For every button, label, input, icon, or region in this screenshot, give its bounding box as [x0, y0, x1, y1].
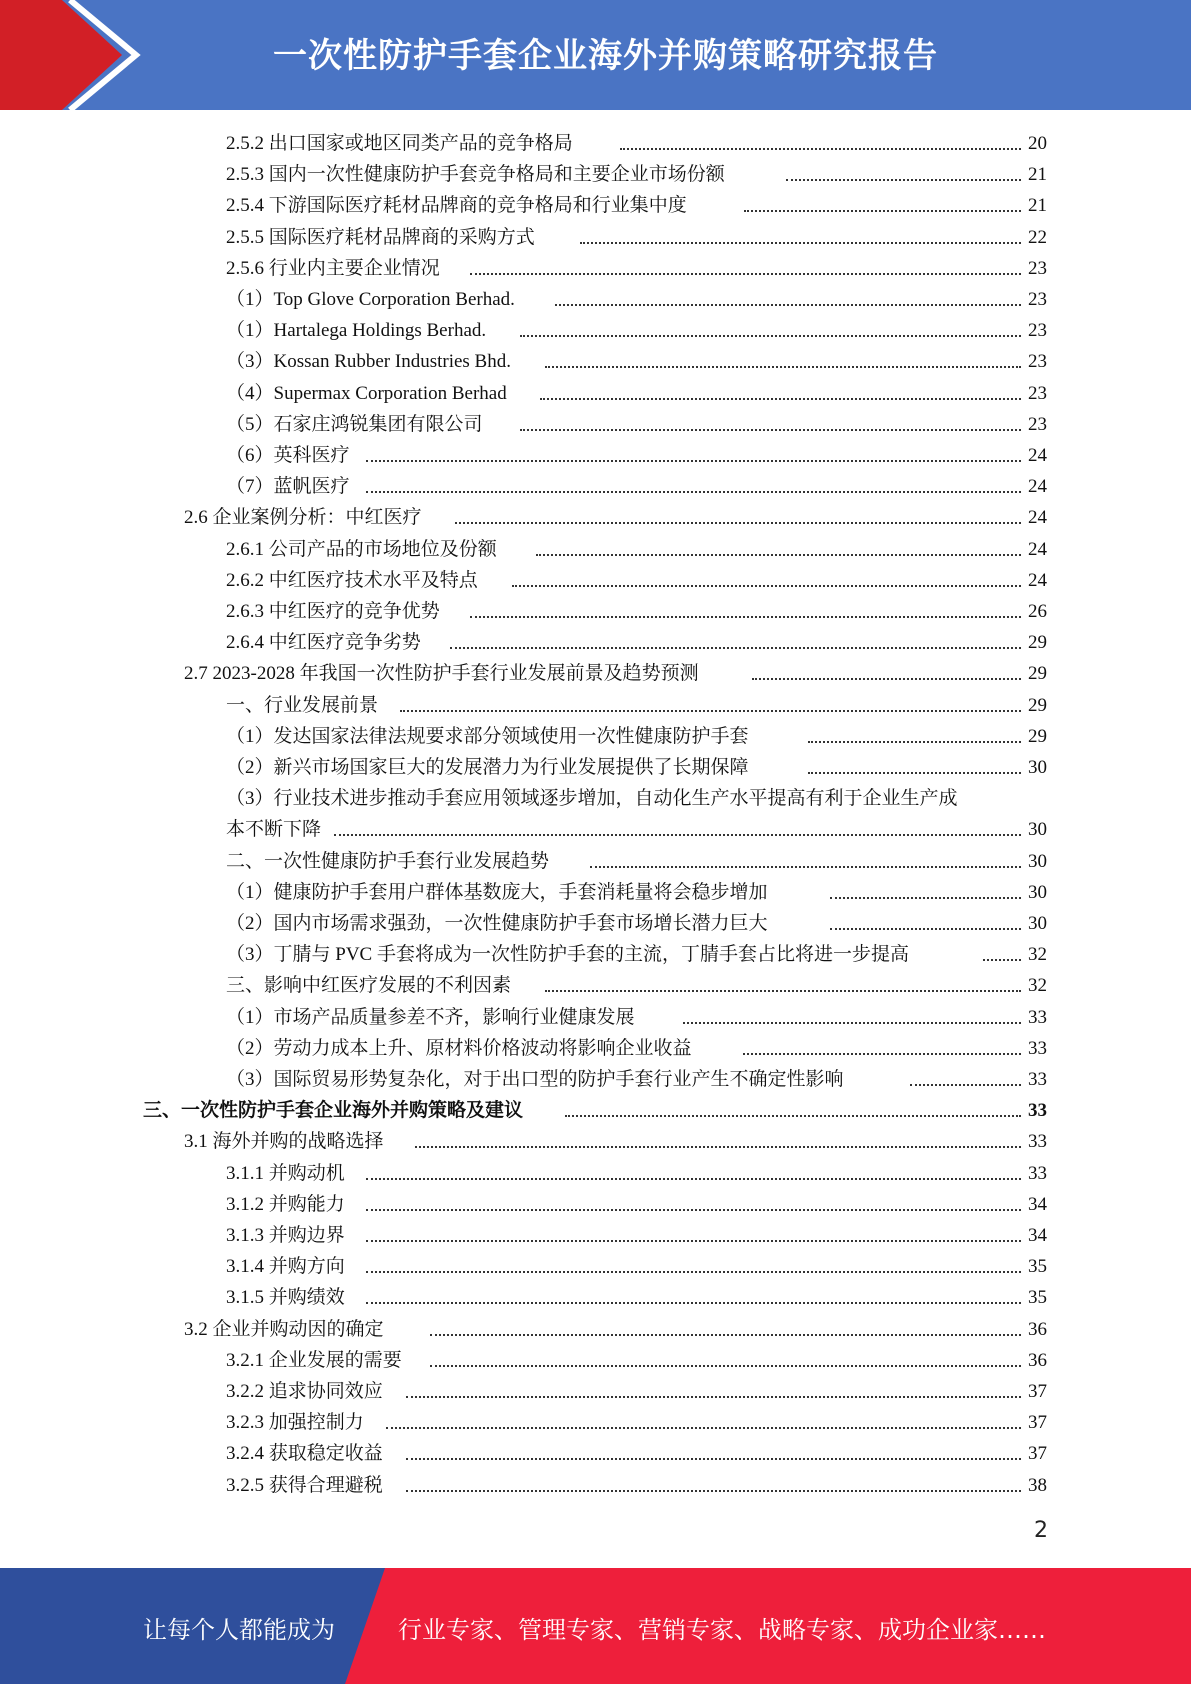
toc-entry-page: 33 [1028, 1162, 1047, 1184]
toc-entry-page: 37 [1028, 1381, 1047, 1402]
toc-entry-page: 21 [1028, 195, 1047, 217]
leader-dots [386, 1427, 1021, 1429]
toc-entry[interactable] [143, 1095, 1047, 1126]
toc-entry[interactable] [226, 846, 1047, 877]
toc-entry-title: （1）发达国家法律法规要求部分领域使用一次性健康防护手套 [226, 721, 753, 752]
leader-dots [450, 647, 1021, 649]
toc-entry-title: 一、行业发展前景 [226, 690, 382, 721]
leader-dots [334, 834, 1021, 836]
toc-entry-page: 24 [1028, 507, 1047, 529]
leader-dots [430, 1334, 1021, 1336]
leader-dots [983, 959, 1021, 961]
toc-entry[interactable] [226, 783, 1047, 814]
toc-entry-title: 2.6.1 公司产品的市场地位及份额 [226, 534, 501, 565]
leader-dots [406, 1458, 1021, 1460]
toc-entry[interactable] [226, 1376, 1047, 1407]
toc-entry[interactable] [226, 877, 1047, 908]
toc-entry[interactable] [226, 1282, 1047, 1313]
toc-entry-title: 2.7 2023-2028 年我国一次性防护手套行业发展前景及趋势预测 [184, 658, 703, 689]
leader-dots [752, 678, 1021, 680]
toc-entry[interactable] [226, 939, 1047, 970]
toc-entry-title: 3.2 企业并购动因的确定 [184, 1314, 388, 1345]
toc-entry-page: 38 [1028, 1474, 1047, 1496]
toc-entry-title: （3）国际贸易形势复杂化，对于出口型的防护手套行业产生不确定性影响 [226, 1064, 848, 1095]
leader-dots [565, 1115, 1021, 1117]
leader-dots [512, 585, 1021, 587]
toc-entry-title: 3.1.3 并购边界 [226, 1220, 349, 1251]
toc-entry[interactable] [184, 658, 1047, 689]
leader-dots [520, 335, 1021, 337]
toc-entry-page: 33 [1028, 1037, 1047, 1059]
leader-dots [620, 148, 1021, 150]
toc-entry-page: 37 [1028, 1443, 1047, 1465]
leader-dots [430, 1365, 1021, 1367]
leader-dots [366, 1302, 1021, 1304]
toc-entry[interactable] [226, 752, 1047, 783]
toc-entry-page: 23 [1028, 413, 1047, 435]
toc-entry-page: 32 [1028, 975, 1047, 997]
toc-entry-page: 23 [1028, 351, 1047, 373]
toc-entry[interactable] [226, 1002, 1047, 1033]
toc-entry[interactable] [226, 970, 1047, 1001]
leader-dots [470, 616, 1021, 618]
toc-entry-title: 2.5.4 下游国际医疗耗材品牌商的竞争格局和行业集中度 [226, 190, 691, 221]
toc-entry-page: 22 [1028, 226, 1047, 248]
toc-entry[interactable] [226, 471, 1047, 502]
toc-entry-page: 32 [1028, 944, 1047, 966]
toc-entry[interactable] [226, 346, 1047, 377]
toc-entry-title: （6）英科医疗 [226, 440, 354, 471]
report-header [0, 0, 1191, 110]
toc-entry-title: （7）蓝帆医疗 [226, 471, 354, 502]
toc-entry-title: （5）石家庄鸿锐集团有限公司 [226, 409, 487, 440]
toc-entry-title: 3.2.5 获得合理避税 [226, 1470, 387, 1501]
toc-entry-title: 二、一次性健康防护手套行业发展趋势 [226, 846, 553, 877]
toc-entry[interactable] [226, 190, 1047, 221]
leader-dots [545, 990, 1021, 992]
toc-entry-title: 3.1.1 并购动机 [226, 1158, 349, 1189]
toc-entry[interactable] [226, 284, 1047, 315]
leader-dots [786, 179, 1021, 181]
toc-entry-page: 36 [1028, 1349, 1047, 1371]
leader-dots [580, 242, 1021, 244]
toc-entry-page: 29 [1028, 632, 1047, 654]
toc-entry-page: 30 [1028, 913, 1047, 934]
toc-entry[interactable] [226, 690, 1047, 721]
toc-entry-page: 23 [1028, 257, 1047, 279]
toc-entry[interactable] [226, 1158, 1047, 1189]
leader-dots [520, 429, 1021, 431]
leader-dots [743, 1053, 1021, 1055]
leader-dots [830, 928, 1021, 930]
toc-entry-page: 24 [1028, 538, 1047, 560]
toc-entry[interactable] [226, 378, 1047, 409]
toc-entry-page: 29 [1028, 663, 1047, 685]
page-number: 2 [1034, 1518, 1048, 1543]
toc-entry-title: 2.6.3 中红医疗的竞争优势 [226, 596, 444, 627]
toc-entry-page: 35 [1028, 1256, 1047, 1278]
toc-entry-title-continued: 本不断下降 [226, 814, 325, 845]
leader-dots [406, 1490, 1021, 1492]
toc-entry-title: 2.5.2 出口国家或地区同类产品的竞争格局 [226, 128, 577, 159]
leader-dots [830, 897, 1021, 899]
toc-entry-page: 33 [1028, 1131, 1047, 1153]
toc-entry-title: （3）丁腈与 PVC 手套将成为一次性防护手套的主流，丁腈手套占比将进一步提高 [226, 939, 913, 970]
toc-entry-title: 2.5.6 行业内主要企业情况 [226, 253, 444, 284]
toc-entry-title: （2）劳动力成本上升、原材料价格波动将影响企业收益 [226, 1033, 696, 1064]
toc-entry-title: 3.1 海外并购的战略选择 [184, 1126, 388, 1157]
report-title: 一次性防护手套企业海外并购策略研究报告 [273, 36, 938, 76]
toc-entry-title: （1）Top Glove Corporation Berhad. [226, 284, 519, 315]
toc-entry[interactable] [226, 1407, 1047, 1438]
toc-entry[interactable] [226, 222, 1047, 253]
toc-entry-page: 24 [1028, 445, 1047, 466]
leader-dots [415, 1146, 1021, 1148]
leader-dots [808, 772, 1021, 774]
toc-entry-page: 26 [1028, 601, 1047, 622]
leader-dots [683, 1022, 1021, 1024]
toc-entry[interactable] [226, 1438, 1047, 1469]
toc-entry-title: 三、一次性防护手套企业海外并购策略及建议 [143, 1095, 527, 1126]
toc-entry[interactable] [226, 1345, 1047, 1376]
toc-entry-page: 21 [1028, 164, 1047, 186]
leader-dots [470, 273, 1021, 275]
toc-entry-title: 2.6.4 中红医疗竞争劣势 [226, 627, 425, 658]
toc-entry-title: 2.6 企业案例分析：中红医疗 [184, 502, 426, 533]
toc-entry-continuation[interactable] [226, 814, 1047, 845]
toc-entry-page: 23 [1028, 382, 1047, 404]
toc-entry[interactable] [226, 1470, 1047, 1501]
toc-entry-page: 30 [1028, 881, 1047, 903]
leader-dots [536, 554, 1021, 556]
leader-dots [366, 1240, 1021, 1242]
toc-entry-title: 3.2.1 企业发展的需要 [226, 1345, 406, 1376]
toc-entry[interactable] [226, 908, 1047, 939]
toc-entry[interactable] [226, 1220, 1047, 1251]
toc-entry[interactable] [226, 1033, 1047, 1064]
toc-entry-page: 23 [1028, 289, 1047, 310]
toc-entry[interactable] [184, 1314, 1047, 1345]
toc-entry[interactable] [226, 721, 1047, 752]
report-footer [0, 1568, 1191, 1684]
footer-slogan-left: 让每个人都能成为 [143, 1616, 335, 1644]
toc-entry-page: 34 [1028, 1225, 1047, 1246]
footer-slogan-right: 行业专家、管理专家、营销专家、战略专家、成功企业家…… [398, 1616, 1046, 1644]
toc-entry-page: 35 [1028, 1287, 1047, 1309]
toc-entry-title: 3.2.3 加强控制力 [226, 1407, 368, 1438]
toc-entry-page: 30 [1028, 819, 1047, 841]
toc-entry[interactable] [226, 440, 1047, 471]
toc-entry-title: 2.6.2 中红医疗技术水平及特点 [226, 565, 482, 596]
leader-dots [366, 1209, 1021, 1211]
leader-dots [366, 460, 1021, 462]
toc-entry-title: 3.1.2 并购能力 [226, 1189, 349, 1220]
leader-dots [366, 491, 1021, 493]
toc-entry-title: 3.1.4 并购方向 [226, 1251, 349, 1282]
toc-entry-page: 34 [1028, 1193, 1047, 1215]
toc-entry-page: 30 [1028, 850, 1047, 872]
toc-entry-title: （3）Kossan Rubber Industries Bhd. [226, 346, 515, 377]
toc-entry-page: 29 [1028, 694, 1047, 716]
toc-entry[interactable] [226, 315, 1047, 346]
toc-entry-page: 33 [1028, 1069, 1047, 1090]
toc-entry[interactable] [226, 596, 1047, 627]
toc-entry-title: 3.1.5 并购绩效 [226, 1282, 349, 1313]
toc-entry-page: 24 [1028, 569, 1047, 591]
toc-entry-page: 29 [1028, 725, 1047, 747]
toc-entry[interactable] [226, 565, 1047, 596]
leader-dots [910, 1084, 1021, 1086]
toc-entry-title: （2）国内市场需求强劲，一次性健康防护手套市场增长潜力巨大 [226, 908, 772, 939]
toc-entry[interactable] [226, 1189, 1047, 1220]
toc-entry-page: 23 [1028, 320, 1047, 342]
toc-entry[interactable] [226, 159, 1047, 190]
toc-entry[interactable] [184, 502, 1047, 533]
toc-entry-title: 2.5.3 国内一次性健康防护手套竞争格局和主要企业市场份额 [226, 159, 729, 190]
toc-entry-page: 33 [1028, 1006, 1047, 1028]
toc-entry[interactable] [226, 409, 1047, 440]
toc-entry-title: （2）新兴市场国家巨大的发展潜力为行业发展提供了长期保障 [226, 752, 753, 783]
leader-dots [555, 304, 1021, 306]
toc-entry-title: 3.2.4 获取稳定收益 [226, 1438, 387, 1469]
toc-entry-title: （1）市场产品质量参差不齐，影响行业健康发展 [226, 1002, 639, 1033]
toc-entry-page: 24 [1028, 476, 1047, 498]
toc-entry-page: 37 [1028, 1412, 1047, 1434]
toc-entry-title: 3.2.2 追求协同效应 [226, 1376, 387, 1407]
toc-entry[interactable] [184, 1126, 1047, 1157]
toc-entry-page: 20 [1028, 133, 1047, 154]
toc-entry[interactable] [226, 627, 1047, 658]
toc-entry[interactable] [226, 253, 1047, 284]
toc-entry-title: 2.5.5 国际医疗耗材品牌商的采购方式 [226, 222, 539, 253]
leader-dots [540, 398, 1021, 400]
toc-entry[interactable] [226, 534, 1047, 565]
toc-entry[interactable] [226, 1251, 1047, 1282]
leader-dots [545, 366, 1021, 368]
leader-dots [590, 866, 1021, 868]
leader-dots [366, 1178, 1021, 1180]
toc-entry-title: （1）Hartalega Holdings Berhad. [226, 315, 490, 346]
leader-dots [744, 210, 1021, 212]
toc-entry[interactable] [226, 1064, 1047, 1095]
leader-dots [406, 1396, 1021, 1398]
toc-entry-title: （1）健康防护手套用户群体基数庞大，手套消耗量将会稳步增加 [226, 877, 772, 908]
leader-dots [455, 522, 1021, 524]
leader-dots [366, 1271, 1021, 1273]
leader-dots [808, 741, 1021, 743]
toc-entry-page: 30 [1028, 757, 1047, 778]
leader-dots [400, 710, 1021, 712]
toc-entry[interactable] [226, 128, 1047, 159]
toc-entry-title: （4）Supermax Corporation Berhad [226, 378, 511, 409]
toc-entry-page: 33 [1028, 1100, 1047, 1122]
toc-entry-title: 三、影响中红医疗发展的不利因素 [226, 970, 515, 1001]
toc-entry-title: （3）行业技术进步推动手套应用领域逐步增加，自动化生产水平提高有利于企业生产成 [226, 783, 962, 814]
toc-entry-page: 36 [1028, 1318, 1047, 1340]
